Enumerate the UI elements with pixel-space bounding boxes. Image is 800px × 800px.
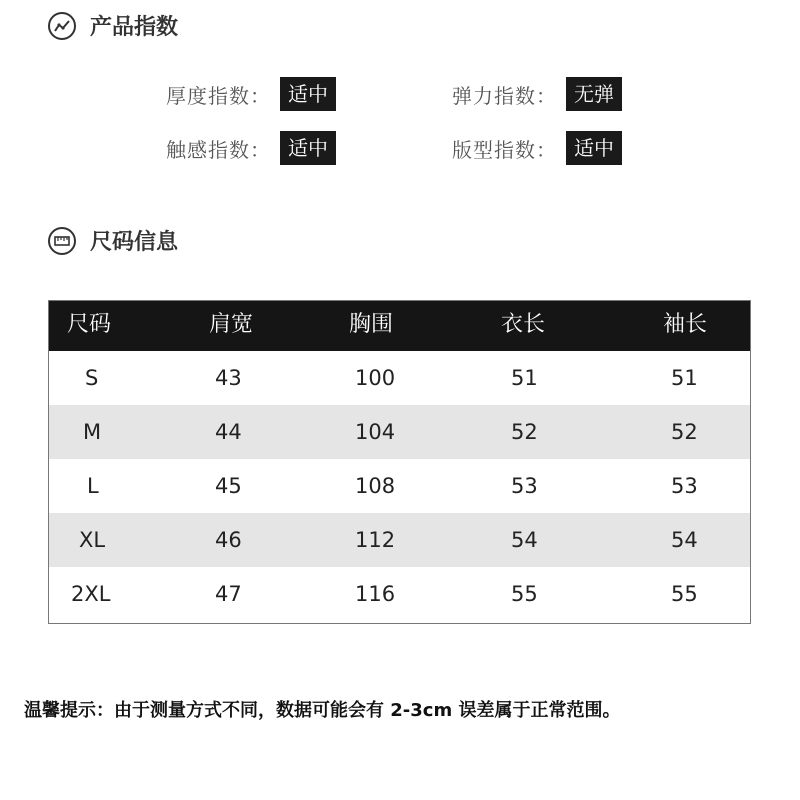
cell-shoulder: 43 (215, 366, 242, 390)
index-colon: ： (250, 137, 270, 162)
cell-size: 2XL (71, 582, 111, 606)
table-row (49, 351, 750, 405)
cell-chest: 104 (355, 420, 396, 444)
index-value-badge: 适中 (280, 131, 336, 165)
index-fit (452, 131, 622, 165)
cell-sleeve: 53 (671, 474, 698, 498)
cell-chest: 116 (355, 582, 396, 606)
table-header-row (49, 301, 750, 351)
table-row (49, 405, 750, 459)
cell-length: 53 (511, 474, 538, 498)
table-row (49, 513, 750, 567)
product-index-header (48, 10, 178, 41)
cell-length: 54 (511, 528, 538, 552)
index-label: 版型指数 (452, 137, 536, 162)
index-value-badge: 适中 (566, 131, 622, 165)
cell-shoulder: 44 (215, 420, 242, 444)
header-chest: 胸围 (349, 312, 394, 337)
index-label: 触感指数 (166, 137, 250, 162)
cell-length: 52 (511, 420, 538, 444)
size-info-header (48, 225, 178, 256)
index-value-badge: 无弹 (566, 77, 622, 111)
cell-shoulder: 45 (215, 474, 242, 498)
cell-sleeve: 51 (671, 366, 698, 390)
index-thickness (166, 77, 336, 111)
cell-shoulder: 46 (215, 528, 242, 552)
cell-sleeve: 54 (671, 528, 698, 552)
cell-sleeve: 55 (671, 582, 698, 606)
cell-size: L (87, 474, 99, 498)
cell-size: M (83, 420, 102, 444)
cell-length: 51 (511, 366, 538, 390)
index-colon: ： (250, 83, 270, 108)
header-length: 衣长 (501, 312, 546, 337)
index-colon: ： (536, 137, 556, 162)
index-label: 厚度指数 (166, 83, 250, 108)
size-info-title: 尺码信息 (90, 230, 179, 255)
index-label: 弹力指数 (452, 83, 536, 108)
cell-chest: 100 (355, 366, 396, 390)
ruler-icon (48, 227, 76, 255)
cell-chest: 108 (355, 474, 396, 498)
measurement-note: 温馨提示：由于测量方式不同，数据可能会有 2-3cm 误差属于正常范围。 (24, 700, 621, 721)
index-elasticity (452, 77, 622, 111)
index-colon: ： (536, 83, 556, 108)
cell-size: S (85, 366, 99, 390)
cell-chest: 112 (355, 528, 396, 552)
table-row (49, 567, 750, 621)
index-touch (166, 131, 336, 165)
trend-chart-icon (48, 12, 76, 40)
cell-sleeve: 52 (671, 420, 698, 444)
cell-length: 55 (511, 582, 538, 606)
table-row (49, 459, 750, 513)
cell-shoulder: 47 (215, 582, 242, 606)
header-size: 尺码 (67, 312, 112, 337)
index-value-badge: 适中 (280, 77, 336, 111)
header-shoulder: 肩宽 (209, 312, 254, 337)
header-sleeve: 袖长 (663, 312, 708, 337)
size-table (48, 300, 751, 624)
cell-size: XL (79, 528, 106, 552)
product-index-title: 产品指数 (90, 15, 179, 40)
